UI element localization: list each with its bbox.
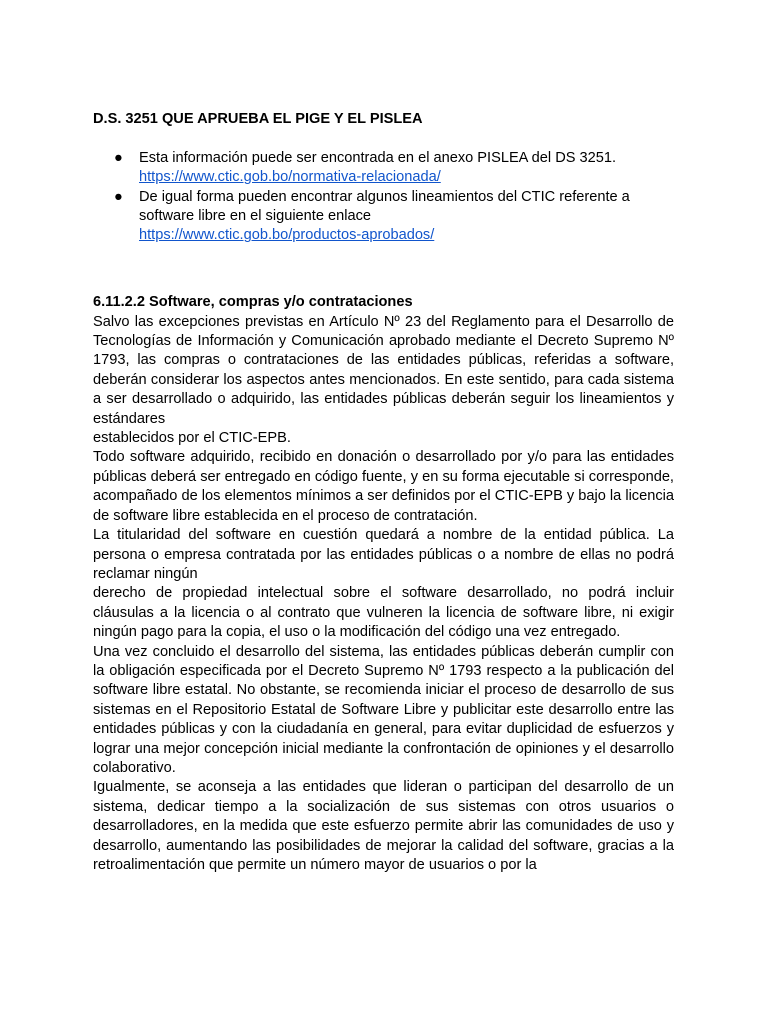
document-title: D.S. 3251 QUE APRUEBA EL PIGE Y EL PISLEA <box>93 111 423 127</box>
productos-link[interactable]: https://www.ctic.gob.bo/productos-aprobados/ <box>139 227 435 244</box>
bullet-dot-icon: ● <box>114 188 123 205</box>
paragraph: Todo software adquirido, recibido en donación o desarrollado por y/o para las entidades públicas deberá ser entregado en código fuente, y en su forma ejecutable si corresponde, acompañado de los elementos mínimos a ser definidos por el CTIC-EPB y bajo la licencia de software libre establecida en el proceso de contratación. <box>93 449 674 524</box>
bullet-dot-icon: ● <box>114 149 123 166</box>
paragraph: establecidos por el CTIC-EPB. <box>93 430 291 447</box>
bullet-text: De igual forma pueden encontrar algunos lineamientos del CTIC referente a software libre en el siguiente enlace <box>139 188 630 225</box>
blank-line <box>93 246 674 274</box>
normativa-link[interactable]: https://www.ctic.gob.bo/normativa-relacionada/ <box>139 169 441 186</box>
blank-line <box>93 129 674 148</box>
paragraph: La titularidad del software en cuestión quedará a nombre de la entidad pública. La persona o empresa contratada por las entidades públicas o a nombre de ellas no podrá reclamar ningún <box>93 527 674 582</box>
bullet-text: Esta información puede ser encontrada en el anexo PISLEA del DS 3251. <box>139 149 617 166</box>
bullet-item <box>93 149 674 188</box>
blank-line <box>93 274 674 293</box>
paragraph: Igualmente, se aconseja a las entidades que lideran o participan del desarrollo de un sistema, dedicar tiempo a la socialización de sus sistemas con otros usuarios o desarrolladores, en la medida que este esfuerzo permite abrir las comunidades de uso y desarrollo, aumentando las posibilidades de mejorar la calidad del software, gracias a la retroalimentación que permite un número mayor de usuarios o por la <box>93 779 674 873</box>
bullet-item <box>93 188 674 246</box>
paragraph: Una vez concluido el desarrollo del sistema, las entidades públicas deberán cumplir con la obligación especificada por el Decreto Supremo Nº 1793 respecto a la publicación del software libre estatal. No obstante, se recomienda iniciar el proceso de desarrollo de sus sistemas en el Repositorio Estatal de Software Libre y publicitar este desarrollo entre las entidades públicas y con la ciudadanía en general, para evitar duplicidad de esfuerzos y lograr una mejor concepción inicial mediante la confrontación de opiniones y el desarrollo colaborativo. <box>93 643 674 776</box>
paragraph: Salvo las excepciones previstas en Artículo Nº 23 del Reglamento para el Desarrollo de Tecnologías de Información y Comunicación aprobado mediante el Decreto Supremo Nº 1793, las compras o contrataciones de las entidades públicas, referidas a software, deberán considerar los aspectos antes mencionados. En este sentido, para cada sistema a ser desarrollado o adquirido, las entidades públicas deberán seguir los lineamientos y estándares <box>93 313 674 427</box>
section-title: 6.11.2.2 Software, compras y/o contrataciones <box>93 294 413 311</box>
paragraph: derecho de propiedad intelectual sobre el software desarrollado, no podrá incluir cláusulas a la licencia o al contrato que vulneren la licencia de software libre, ni exigir ningún pago para la copia, el uso o la modificación del código una vez entregado. <box>93 585 674 641</box>
bullet-list <box>93 149 674 246</box>
document-page <box>93 100 674 875</box>
